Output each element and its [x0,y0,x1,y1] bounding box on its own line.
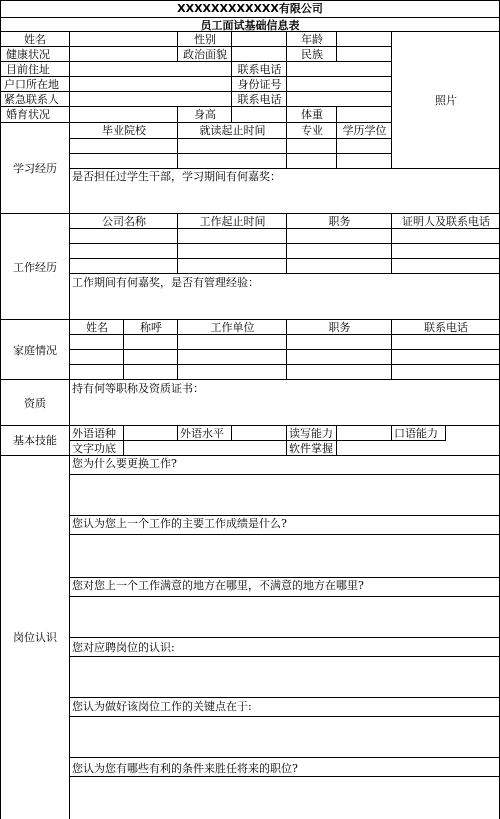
weight-label: 体重 [301,108,323,121]
q5-divider [70,716,500,717]
foreign-level-label: 外语水平 [180,427,224,440]
qualification-label: 资质 [24,397,46,410]
work-row-3-position[interactable] [287,259,392,274]
position-q6: 您认为您有哪些有利的条件来胜任将来的职位? [72,762,298,775]
gender-input-cell[interactable] [232,32,287,47]
oral-ability-label: 口语能力 [394,427,438,440]
edu-row-1-period[interactable] [178,139,287,154]
q6-divider [70,776,500,777]
family-header-relation: 称呼 [140,321,162,334]
family-row-1-phone[interactable] [392,335,500,350]
work-row-3-reference[interactable] [392,259,500,274]
family-row-1-employer[interactable] [178,335,287,350]
edu-row-2-period[interactable] [178,154,287,169]
q2-divider [70,534,500,535]
position-section-label: 岗位认识 [13,631,57,644]
q3-divider [70,596,500,597]
qualification-question: 持有何等职称及资质证书： [72,382,204,395]
work-row-1-period[interactable] [178,229,287,244]
work-row-1-reference[interactable] [392,229,500,244]
height-label: 身高 [194,108,216,121]
foreign-language-label: 外语语种 [72,427,116,440]
id-label: 身份证号 [237,78,282,91]
health-input-cell[interactable] [70,47,178,62]
position-q4: 您对应聘岗位的认识: [72,641,175,654]
q4-divider [70,656,500,657]
name-label: 姓名 [24,33,46,46]
edu-row-1-school[interactable] [70,139,178,154]
edu-header-major: 专业 [301,124,323,137]
work-header-period: 工作起止时间 [199,215,266,228]
work-row-1-position[interactable] [287,229,392,244]
name-input-cell[interactable] [70,32,178,47]
height-input-cell[interactable] [232,107,287,123]
address-label: 目前住址 [6,63,50,76]
weight-input-cell[interactable] [337,107,392,123]
family-row-2-employer[interactable] [178,350,287,365]
edu-header-degree: 学历学位 [342,124,387,137]
work-row-1-company[interactable] [70,229,178,244]
work-row-2-company[interactable] [70,244,178,259]
q1-divider [70,474,500,475]
address-input-cell[interactable] [70,62,232,77]
rw-ability-input[interactable] [337,426,392,441]
family-row-3-phone[interactable] [392,365,500,380]
family-header-name: 姓名 [86,321,108,334]
id-input-cell[interactable] [287,77,392,92]
form-title: 员工面试基础信息表 [200,19,300,32]
edu-row-2-school[interactable] [70,154,178,169]
position-q2: 您认为您上一个工作的主要工作成绩是什么? [72,517,287,530]
education-section-label: 学习经历 [13,162,57,175]
work-row-2-period[interactable] [178,244,287,259]
work-question: 工作期间有何嘉奖，是否有管理经验： [72,276,259,289]
edu-row-2-major[interactable] [287,154,337,169]
edu-row-2-degree[interactable] [337,154,392,169]
position-q3: 您对您上一个工作满意的地方在哪里，不满意的地方在哪里? [72,579,364,592]
work-header-company: 公司名称 [102,215,146,228]
family-row-2-position[interactable] [287,350,392,365]
family-row-3-name[interactable] [70,365,124,380]
edu-row-1-degree[interactable] [337,139,392,154]
work-section-label: 工作经历 [13,261,57,274]
family-row-3-employer[interactable] [178,365,287,380]
phone-input-cell[interactable] [287,62,392,77]
edu-header-period: 就读起止时间 [199,124,266,137]
photo-label: 照片 [435,94,457,107]
skills-label: 基本技能 [13,434,57,447]
family-row-2-name[interactable] [70,350,124,365]
software-label: 软件掌握 [289,442,333,455]
oral-ability-input[interactable] [446,426,500,441]
writing-label: 文字功底 [72,442,116,455]
family-row-2-relation[interactable] [124,350,178,365]
work-row-3-company[interactable] [70,259,178,274]
hukou-label: 户口所在地 [4,78,59,91]
ethnicity-label: 民族 [301,48,323,61]
phone-label: 联系电话 [237,63,282,76]
edu-header-school: 毕业院校 [102,124,146,137]
family-section-label: 家庭情况 [13,344,57,357]
phone2-label: 联系电话 [237,93,282,106]
edu-row-1-major[interactable] [287,139,337,154]
age-input-cell[interactable] [337,32,392,47]
health-label: 健康状况 [6,48,50,61]
edu-question: 是否担任过学生干部，学习期间有何嘉奖： [72,170,281,183]
family-header-phone: 联系电话 [424,321,468,334]
political-input-cell[interactable] [232,47,287,62]
phone2-input-cell[interactable] [287,92,392,107]
family-row-3-position[interactable] [287,365,392,380]
family-header-position: 职务 [328,321,351,334]
political-label: 政治面貌 [183,48,227,61]
family-row-1-relation[interactable] [124,335,178,350]
position-q5: 您认为做好该岗位工作的关键点在于: [72,700,252,713]
work-row-2-position[interactable] [287,244,392,259]
work-header-reference: 证明人及联系电话 [402,215,490,228]
family-row-3-relation[interactable] [124,365,178,380]
work-row-2-reference[interactable] [392,244,500,259]
family-header-employer: 工作单位 [210,321,255,334]
writing-input[interactable] [124,441,287,456]
marital-label: 婚育状况 [6,108,50,121]
work-row-3-period[interactable] [178,259,287,274]
gender-label: 性别 [194,33,216,46]
foreign-language-input[interactable] [124,426,178,441]
work-header-position: 职务 [328,215,351,228]
company-name: XXXXXXXXXXXX有限公司 [177,2,323,15]
ethnicity-input-cell[interactable] [337,47,392,62]
software-input[interactable] [337,441,500,456]
age-label: 年龄 [301,33,323,46]
marital-input-cell[interactable] [70,107,178,123]
hukou-input-cell[interactable] [70,77,232,92]
emergency-input-cell[interactable] [70,92,232,107]
rw-ability-label: 读写能力 [289,427,333,440]
family-row-2-phone[interactable] [392,350,500,365]
emergency-label: 紧急联系人 [4,93,59,106]
foreign-level-input[interactable] [232,426,287,441]
position-q1: 您为什么要更换工作? [72,457,177,470]
family-row-1-position[interactable] [287,335,392,350]
family-row-1-name[interactable] [70,335,124,350]
